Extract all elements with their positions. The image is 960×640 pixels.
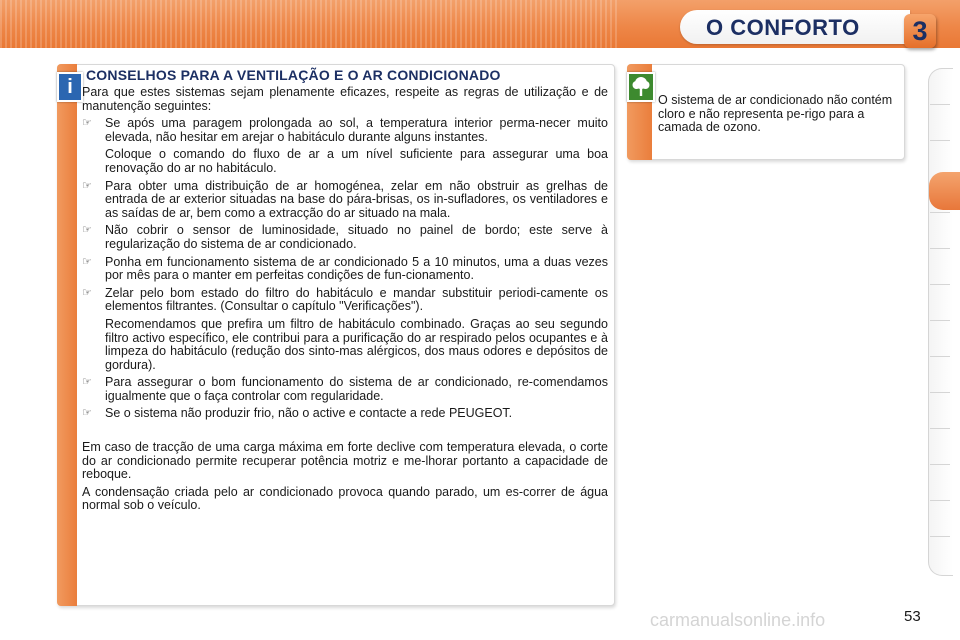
pointing-hand-icon: ☞ [82,117,92,130]
list-item: ☞ Zelar pelo bom estado do filtro do habitáculo e mandar substituir periodi-camente os elementos filtrantes. (Consultar o capítulo "Verificações"). [82,285,608,314]
info-icon: i [57,72,83,102]
environment-note-text: O sistema de ar condicionado não contém cloro e não representa pe-rigo para a camada de ozono. [658,93,893,135]
main-text [82,86,608,517]
towing-paragraph: Em caso de tracção de uma carga máxima em forte declive com temperatura elevada, o corte do ar condicionado permite recuperar potência motriz e me-lhorar portanto a capacidade de reboque. [82,440,608,482]
pointing-hand-icon: ☞ [82,407,92,420]
intro-paragraph: Para que estes sistemas sejam plenamente eficazes, respeite as regras de utilização e de manutenção seguintes: [82,85,608,113]
list-item: ☞ Não cobrir o sensor de luminosidade, situado no painel de bordo; este serve à regularização do sistema de ar condicionado. [82,223,608,251]
active-chapter-tab[interactable] [929,172,960,210]
chapter-tab-divider [930,500,950,501]
pointing-hand-icon: ☞ [82,376,92,389]
list-item: ☞ Se o sistema não produzir frio, não o active e contacte a rede PEUGEOT. [82,406,513,421]
chapter-tab-divider [930,392,950,393]
chapter-tab-divider [930,104,950,105]
header-pattern [0,0,620,48]
chapter-tab-divider [930,428,950,429]
pointing-hand-icon: ☞ [82,255,92,268]
list-item: ☞ Para assegurar o bom funcionamento do sistema de ar condicionado, re-comendamos igualmente que o faça controlar com regularidade. [82,375,608,403]
list-item-sub: Coloque o comando do fluxo de ar a um nível suficiente para assegurar uma boa renovação do ar no habitáculo. [105,147,608,175]
chapter-tab-divider [930,248,950,249]
chapter-title: O CONFORTO [706,15,860,40]
chapter-tab-divider [930,140,950,141]
chapter-tab-divider [930,320,950,321]
list-item: ☞ Para obter uma distribuição de ar homogénea, zelar em não obstruir as grelhas de entrada de ar exterior situadas na base do pára-brisas, os in-sufladores, os ventiladores e as saídas de ar, bem como a extracção do ar situado na mala. [82,178,608,220]
chapter-tab-divider [930,464,950,465]
main-panel-stripe [57,64,77,606]
list-item-sub: Recomendamos que prefira um filtro de habitáculo combinado. Graças ao seu segundo filtro activo específico, ele contribui para a purificação do ar respirado pelos ocupantes e à limpeza do habitáculo (redução dos sinto-mas alérgicos, dos maus odores e depósitos de gordura). [105,316,608,372]
pointing-hand-icon: ☞ [82,179,92,192]
pointing-hand-icon: ☞ [82,286,92,299]
chapter-tab-divider [930,536,950,537]
chapter-tab-divider [930,212,950,213]
chapter-tab-divider [930,356,950,357]
watermark: carmanualsonline.info [650,610,826,630]
section-title: CONSELHOS PARA A VENTILAÇÃO E O AR CONDICIONADO [86,67,501,83]
page-number: 53 [904,608,921,625]
condensation-paragraph: A condensação criada pelo ar condicionado provoca quando parado, um es-correr de água normal sob o veículo. [82,484,608,513]
list-item: ☞ Ponha em funcionamento sistema de ar condicionado 5 a 10 minutos, uma a duas vezes por mês para o manter em perfeitas condições de fun-cionamento. [82,254,608,283]
tree-icon [627,72,655,102]
pointing-hand-icon: ☞ [82,224,92,237]
chapter-number-badge: 3 [904,14,936,48]
list-item: ☞ Se após uma paragem prolongada ao sol, a temperatura interior perma-necer muito elevada, não hesitar em arejar o habitáculo durante alguns instantes. [82,116,608,144]
chapter-tab-divider [930,284,950,285]
